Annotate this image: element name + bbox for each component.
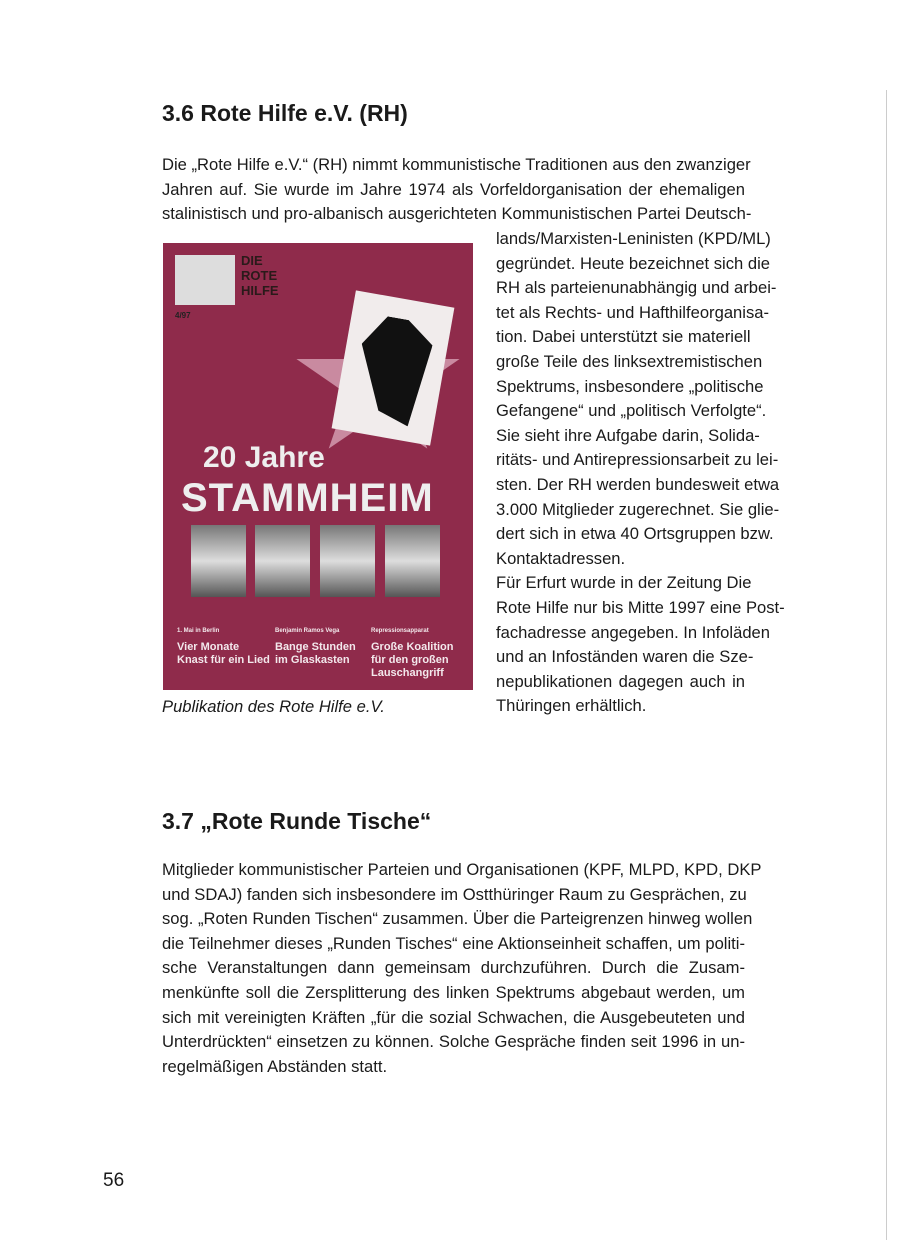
teaser-headline: Vier Monate Knast für ein Lied: [177, 641, 270, 666]
intro-paragraph: [162, 153, 752, 227]
text-line: sog. „Roten Runden Tischen“ zusammen. Über die Parteigrenzen hinweg wollen: [162, 909, 753, 929]
text-line: Unterdrückten“ einsetzen zu können. Solche Gespräche finden seit 1996 in un-: [162, 1032, 745, 1052]
text-line: sten. Der RH werden bundesweit etwa: [496, 474, 780, 494]
portrait-photo: [320, 525, 375, 597]
text-line: und SDAJ) fanden sich insbesondere im Ostthüringer Raum zu Gesprächen, zu: [162, 884, 747, 904]
teaser-kicker: Repressionsapparat: [371, 628, 429, 634]
text-line: und an Infoständen waren die Sze-: [496, 647, 754, 667]
text-line: Rote Hilfe nur bis Mitte 1997 eine Post-: [496, 597, 785, 617]
text-line: RH als parteienunabhängig und arbei-: [496, 278, 777, 298]
teaser-kicker: 1. Mai in Berlin: [177, 628, 220, 634]
text-line: stalinistisch und pro-albanisch ausgerichteten Kommunistischen Partei Deutsch-: [162, 204, 752, 224]
text-line: ritäts- und Antirepressionsarbeit zu lei-: [496, 450, 779, 470]
text-line: Mitglieder kommunistischer Parteien und Organisationen (KPF, MLPD, KPD, DKP: [162, 860, 762, 879]
text-line: regelmäßigen Abständen statt.: [162, 1056, 388, 1076]
text-line: dert sich in etwa 40 Ortsgruppen bzw.: [496, 524, 774, 544]
logo-hands-icon: [175, 255, 235, 305]
magazine-cover-image: [163, 243, 473, 690]
text-line: Gefangene“ und „politisch Verfolgte“.: [496, 401, 767, 421]
text-line: Jahren auf. Sie wurde im Jahre 1974 als Vorfeldorganisation der ehemaligen: [162, 179, 745, 199]
text-line: sich mit vereinigten Kräften „für die sozial Schwachen, die Ausgebeuteten und: [162, 1007, 745, 1027]
cover-teaser: [371, 625, 466, 680]
cover-logo: DIE ROTE HILFE: [241, 253, 279, 298]
column-paragraph: [496, 227, 785, 719]
text-line: fachadresse angegeben. In Infoläden: [496, 622, 771, 642]
cover-title-line2: STAMMHEIM: [181, 476, 434, 520]
image-caption: Publikation des Rote Hilfe e.V.: [162, 697, 385, 716]
text-line: Sie sieht ihre Aufgabe darin, Solida-: [496, 425, 760, 445]
section-heading-3-6: 3.6 Rote Hilfe e.V. (RH): [162, 100, 408, 126]
portrait-photo: [255, 525, 310, 597]
cover-teaser: [275, 625, 370, 667]
text-line: menkünfte soll die Zersplitterung des linken Spektrums abgebaut werden, um: [162, 982, 745, 1002]
text-line: Thüringen erhältlich.: [496, 696, 647, 716]
page-edge: [886, 90, 887, 1240]
text-line: sche Veranstaltungen dann gemeinsam durchzuführen. Durch die Zusam-: [162, 958, 745, 978]
portrait-photo: [191, 525, 246, 597]
section-heading-3-7: 3.7 „Rote Runde Tische“: [162, 808, 432, 834]
portrait-photo: [385, 525, 440, 597]
cover-title-line1: 20 Jahre: [203, 441, 325, 474]
text-line: Spektrums, insbesondere „politische: [496, 376, 764, 396]
teaser-headline: Große Koalition für den großen Lauschangriff: [371, 641, 454, 679]
text-line: die Teilnehmer dieses „Runden Tisches“ eine Aktionseinheit schaffen, um politi-: [162, 933, 745, 953]
text-line: Für Erfurt wurde in der Zeitung Die: [496, 573, 752, 593]
cover-issue: 4/97: [175, 311, 191, 320]
eagle-icon: [332, 290, 455, 445]
text-line: Die „Rote Hilfe e.V.“ (RH) nimmt kommunistische Traditionen aus den zwanziger: [162, 155, 751, 174]
text-line: tion. Dabei unterstützt sie materiell: [496, 327, 751, 347]
text-line: gegründet. Heute bezeichnet sich die: [496, 253, 770, 273]
cover-teaser: [177, 625, 272, 667]
section-3-7-paragraph: [162, 858, 762, 1079]
text-line: große Teile des linksextremistischen: [496, 351, 763, 371]
text-line: Kontaktadressen.: [496, 548, 626, 568]
text-line: 3.000 Mitglieder zugerechnet. Sie glie-: [496, 499, 780, 519]
text-line: nepublikationen dagegen auch in: [496, 671, 745, 691]
text-line: lands/Marxisten-Leninisten (KPD/ML): [496, 229, 771, 248]
page-number: 56: [103, 1170, 125, 1191]
text-line: tet als Rechts- und Hafthilfeorganisa-: [496, 302, 770, 322]
teaser-kicker: Benjamin Ramos Vega: [275, 628, 340, 634]
teaser-headline: Bange Stunden im Glaskasten: [275, 641, 356, 666]
